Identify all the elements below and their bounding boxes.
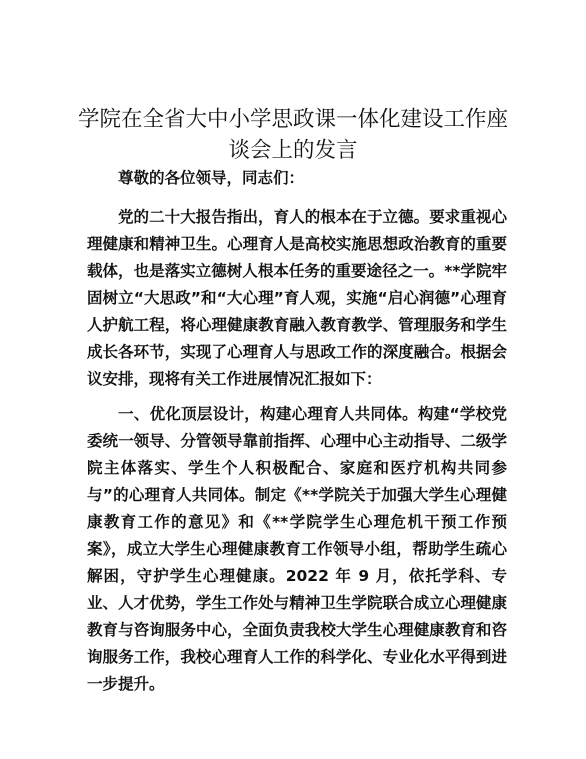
body-paragraph: 党的二十大报告指出，育人的根本在于立德。要求重视心理健康和精神卫生。心理育人是高校实施思想政治教育的重要载体，也是落实立德树人根本任务的重要途径之一。**学院牢固树立“大思政”和“大心理”育人观，实施“启心润德”心理育人护航工程，将心理健康教育融入教育教学、管理服务和学生成长各环节，实现了心理育人与思政工作的深度融合。根据会议安排，现将有关工作进展情况汇报如下： xyxy=(87,208,507,388)
body-paragraph: 一、优化顶层设计，构建心理育人共同体。构建“学校党委统一领导、分管领导靠前指挥、心理中心主动指导、二级学院主体落实、学生个人积极配合、家庭和医疗机构共同参与”的心理育人共同体。制定《**学院关于加强大学生心理健康教育工作的意见》和《**学院学生心理危机干预工作预案》，成立大学生心理健康教育工作领导小组，帮助学生疏心解困，守护学生心理健康。2022 年 9 月，依托学科、专业、人才优势，学生工作处与精神卫生学院联合成立心理健康教育与咨询服务中心，全面负责我校大学生心理健康教育和咨询服务工作，我校心理育人工作的科学化、专业化水平得到进一步提升。 xyxy=(87,405,507,693)
document-title-line-1: 学院在全省大中小学思政课一体化建设工作座 xyxy=(77,107,508,132)
salutation: 尊敬的各位领导，同志们： xyxy=(118,169,305,187)
document-title-line-2: 谈会上的发言 xyxy=(228,138,358,163)
